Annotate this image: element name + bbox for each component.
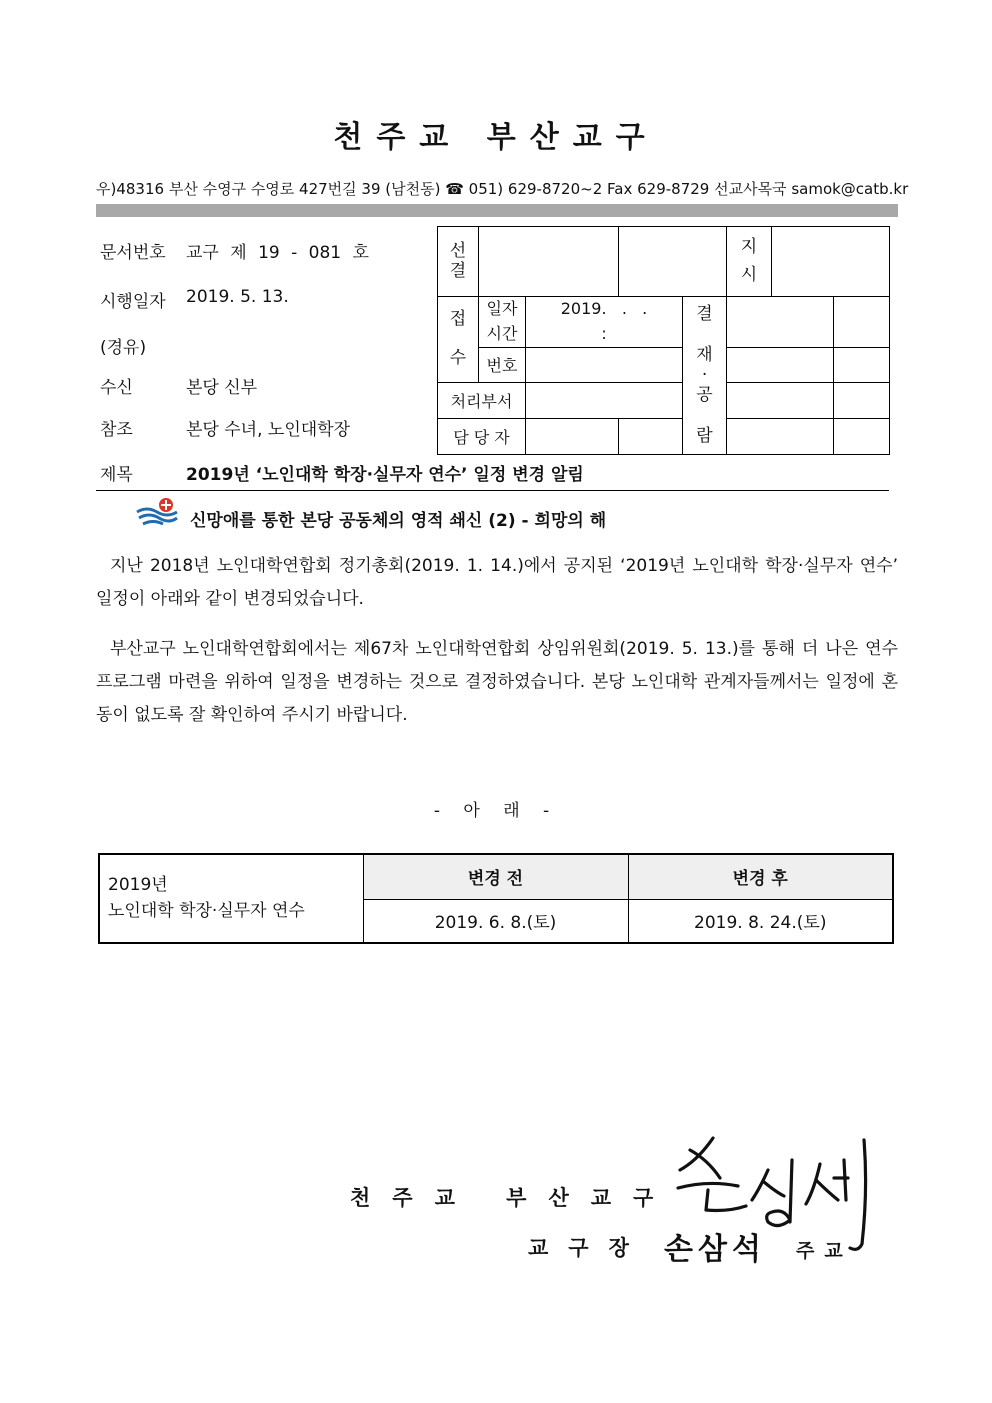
handler-field[interactable] [526,418,619,454]
date-placeholder: 2019. . . [560,299,648,318]
gyeoljae-cell-1b [834,297,890,348]
body-paragraph-1: 지난 2018년 노인대학연합회 정기총회(2019. 1. 14.)에서 공지된 ‘2019년 노인대학 학장·실무자 연수’ 일정이 아래와 같이 변경되었습니다. [96,556,898,609]
date-time-field[interactable] [526,297,683,348]
address-line: 우)48316 부산 수영구 수영로 427번길 39 (남천동) ☎ 051) 629-8720~2 Fax 629-8729 선교사목국 samok@catb.kr [96,180,909,198]
body-paragraph-2: 부산교구 노인대학연합회에서는 제67차 노인대학연합회 상임위원회(2019. 5. 13.)를 통해 더 나은 연수 프로그램 마련을 위하여 일정을 변경하는 것으로 결정하였습니다. 본당 노인대학 관계자들께서는 일정에 혼동이 없도록 잘 확인하여 주시기 바랍니다. [96,639,898,725]
approval-table [437,226,890,455]
diocese-logo-icon [135,496,179,530]
doc-no-value: 교구 제 19 - 081 호 [186,243,369,263]
after-value: 2019. 8. 24.(토) [628,899,893,943]
schedule-table [98,853,894,944]
gyeoljae-cell-2a [727,347,834,382]
subject-rule [96,490,889,491]
jisi-cell [727,227,890,297]
dept-label: 처리부서 [438,382,526,418]
via-label: (경유) [100,338,147,358]
signature-title-prefix: 교구장 [528,1236,649,1260]
jisi-label: 지 시 [727,227,772,296]
time-placeholder: : [601,323,607,343]
beonho-field[interactable] [526,347,683,382]
gyeoljae-label: 결 재 · 공 람 [683,297,727,455]
seongyeol-label: 선 결 [438,227,479,297]
signature-title-suffix: 주교 [796,1240,853,1262]
signature-org: 천주교 부산교구 [350,1186,676,1210]
recipient-label: 수신 [100,378,133,398]
seongyeol-cell-2 [619,227,727,297]
ilja-label: 일자 [486,299,518,318]
date-time-label [479,297,526,348]
notice-heading: - 아 래 - [433,801,559,821]
beonho-label: 번호 [479,347,526,382]
gyeoljae-cell-3a [727,382,834,418]
page-title: 천주교 부산교구 [333,120,659,155]
event-line-2: 노인대학 학장·실무자 연수 [108,900,305,921]
event-cell [99,854,363,943]
header-divider-bar [96,204,898,217]
handwritten-signature [668,1130,878,1255]
handler-label: 담 당 자 [438,418,526,454]
gyeoljae-cell-1a [727,297,834,348]
gyeoljae-cell-4b [834,418,890,454]
gyeoljae-cell-4a [727,418,834,454]
exec-date-label: 시행일자 [100,292,166,312]
signature-name: 손삼석 [664,1232,766,1267]
exec-date-value: 2019. 5. 13. [186,287,289,307]
before-value: 2019. 6. 8.(토) [363,899,628,943]
dept-field[interactable] [526,382,683,418]
reference-value: 본당 수녀, 노인대학장 [186,420,351,440]
recipient-value: 본당 신부 [186,378,258,398]
seongyeol-cell-1 [479,227,619,297]
after-header: 변경 후 [628,854,893,899]
subject-value: 2019년 ‘노인대학 학장·실무자 연수’ 일정 변경 알림 [186,465,584,485]
before-header: 변경 전 [363,854,628,899]
event-line-1: 2019년 [108,875,168,895]
sigan-label: 시간 [486,323,518,343]
gyeoljae-cell-3b [834,382,890,418]
reference-label: 참조 [100,420,133,440]
doc-no-label: 문서번호 [100,243,166,263]
jeopsu-label: 접 수 [438,297,479,383]
slogan: 신망애를 통한 본당 공동체의 영적 쇄신 (2) - 희망의 해 [190,511,607,531]
handler-field-2[interactable] [619,418,683,454]
subject-label: 제목 [100,465,133,485]
gyeoljae-cell-2b [834,347,890,382]
